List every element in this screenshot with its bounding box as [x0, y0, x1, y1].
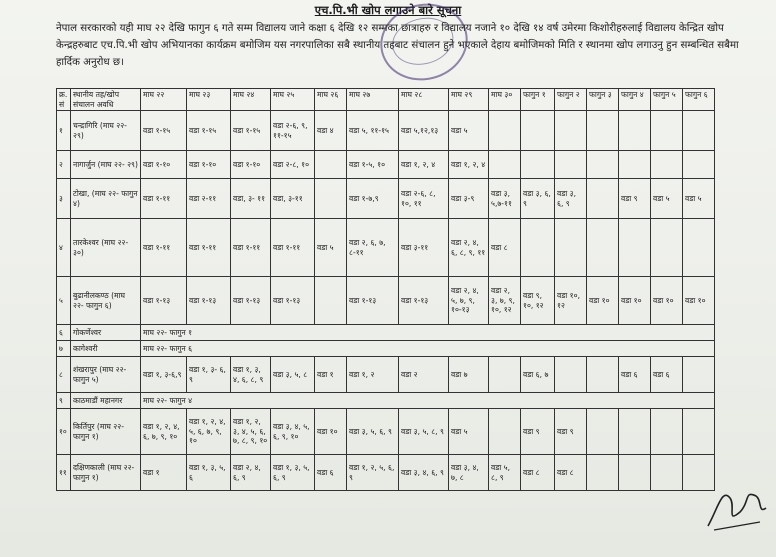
schedule-cell: वडा १ [315, 357, 347, 393]
schedule-cell: वडा ९ [555, 409, 587, 455]
schedule-cell [651, 409, 683, 455]
schedule-cell: वडा १० [587, 277, 619, 325]
schedule-cell: वडा १-११ [187, 219, 231, 277]
local-level-cell: शंखरापुर (माघ २२- फागुन ५) [71, 357, 141, 393]
schedule-cell [555, 357, 587, 393]
schedule-cell [315, 179, 347, 219]
header-cell: माघ २३ [187, 89, 231, 111]
schedule-cell: वडा ३, ६, ९ [521, 179, 555, 219]
schedule-cell: वडा ६ [651, 357, 683, 393]
schedule-cell: वडा १-११ [141, 219, 187, 277]
schedule-cell: वडा ४ [315, 111, 347, 151]
schedule-cell [651, 111, 683, 151]
schedule-cell: वडा १, ३- ६, ९ [187, 357, 231, 393]
schedule-cell [651, 455, 683, 491]
local-level-cell: काठमाडौं महानगर [71, 393, 141, 409]
schedule-cell [683, 357, 715, 393]
schedule-cell: वडा १-१३ [187, 277, 231, 325]
table-row [57, 455, 715, 491]
schedule-cell [555, 111, 587, 151]
serial-cell: १० [57, 409, 71, 455]
schedule-cell: वडा ५ [651, 179, 683, 219]
schedule-cell [651, 219, 683, 277]
schedule-cell: वडा ८ [521, 455, 555, 491]
table-row [57, 219, 715, 277]
schedule-cell [619, 455, 651, 491]
schedule-cell: वडा १, २, ३, ४, ५, ६, ७, ८, ९, १० [231, 409, 271, 455]
schedule-cell: वडा २, ३, ७, ९, १०, १२ [489, 277, 521, 325]
schedule-cell: वडा ३, ५, ८ [271, 357, 315, 393]
header-cell: माघ २५ [271, 89, 315, 111]
schedule-cell [587, 179, 619, 219]
table-row [57, 341, 715, 357]
schedule-cell [489, 111, 521, 151]
schedule-cell: वडा २-८, १० [271, 151, 315, 179]
table-row [57, 111, 715, 151]
schedule-cell: वडा ५ [449, 409, 489, 455]
local-level-cell: गोकर्णेश्वर [71, 325, 141, 341]
schedule-cell: वडा ५,१२,१३ [399, 111, 449, 151]
schedule-cell: वडा ५ [683, 179, 715, 219]
serial-cell: ५ [57, 277, 71, 325]
table-row [57, 357, 715, 393]
schedule-cell: वडा २-११ [187, 179, 231, 219]
schedule-cell [683, 151, 715, 179]
schedule-cell [587, 357, 619, 393]
schedule-cell: वडा १, ३-६,९ [141, 357, 187, 393]
schedule-cell [489, 357, 521, 393]
table-row [57, 393, 715, 409]
schedule-cell: वडा १-७,९ [347, 179, 399, 219]
schedule-cell: वडा १-११ [271, 219, 315, 277]
schedule-cell: वडा ३, ५, ८, ९ [399, 409, 449, 455]
schedule-cell: वडा १-१० [231, 151, 271, 179]
local-level-cell: चन्द्रागिरि (माघ २२- २९) [71, 111, 141, 151]
schedule-cell: वडा २ [399, 357, 449, 393]
schedule-cell: वडा १ [141, 455, 187, 491]
schedule-cell: वडा ५ [449, 111, 489, 151]
schedule-cell [555, 219, 587, 277]
local-level-cell: तारकेश्वर (माघ २२- ३०) [71, 219, 141, 277]
schedule-cell [683, 409, 715, 455]
schedule-cell: वडा ५, ११-१५ [347, 111, 399, 151]
schedule-cell: वडा १-१५ [187, 111, 231, 151]
schedule-cell: वडा १-१५ [141, 111, 187, 151]
schedule-cell: वडा १, २, ४, ५, ६, ७, ९, १० [187, 409, 231, 455]
schedule-cell [619, 219, 651, 277]
serial-cell: २ [57, 151, 71, 179]
local-level-cell: बुढानीलकण्ठ (माघ २२- फागुन ६) [71, 277, 141, 325]
schedule-cell: वडा ९ [619, 179, 651, 219]
schedule-cell: वडा ५ [315, 219, 347, 277]
header-cell: माघ २८ [399, 89, 449, 111]
period-cell: माघ २२- फागुन १ [141, 325, 715, 341]
schedule-cell: वडा १-१० [141, 151, 187, 179]
schedule-cell: वडा १-१५ [231, 111, 271, 151]
schedule-cell: वडा ३-९ [449, 179, 489, 219]
schedule-cell: वडा ७ [449, 357, 489, 393]
local-level-cell: टोखा, (माघ २२- फागुन ४) [71, 179, 141, 219]
schedule-cell: वडा ३, ४, ६, ९ [399, 455, 449, 491]
schedule-cell: वडा १०, १२ [555, 277, 587, 325]
header-cell: माघ २२ [141, 89, 187, 111]
schedule-cell [555, 151, 587, 179]
table-row [57, 325, 715, 341]
period-cell: माघ २२- फागुन ४ [141, 393, 715, 409]
table-row [57, 151, 715, 179]
table-row [57, 409, 715, 455]
schedule-cell [587, 219, 619, 277]
serial-cell: ७ [57, 341, 71, 357]
schedule-cell: वडा ३, ४, ७, ८ [449, 455, 489, 491]
schedule-cell: वडा २, ४, ६, ९ [231, 455, 271, 491]
local-level-cell: दक्षिणकाली (माघ २२- फागुन १) [71, 455, 141, 491]
schedule-cell: वडा २, ४, ६, ८, ९, ११ [449, 219, 489, 277]
schedule-cell: वडा १-१३ [141, 277, 187, 325]
schedule-cell: वडा ६ [619, 357, 651, 393]
schedule-cell: वडा ५, ८, ९ [489, 455, 521, 491]
schedule-cell: वडा ९, १०, १२ [521, 277, 555, 325]
schedule-cell: वडा २, ४, ५, ७, ९, १०-१३ [449, 277, 489, 325]
notice-title: एच.पि.भी खोप लगाउने बारे सूचना [314, 3, 462, 17]
schedule-cell [651, 151, 683, 179]
schedule-cell: वडा १-१३ [231, 277, 271, 325]
schedule-cell [489, 409, 521, 455]
notice-intro: नेपाल सरकारको यही माघ २२ देखि फागुन ६ गते सम्म विद्यालय जाने कक्षा ६ देखि १२ सम्मका छात्राहरु र विद्यालय नजाने १० देखि १४ वर्ष उमेरमा किशोरीहरुलाई विद्यालय केन्द्रित खोप केन्द्रहरुबाट एच.पि.भी खोप अभियानका कार्यक्रम बमोजिम यस नगरपालिका सबै स्थानीय तहबाट संचालन हुने भएकाले देहाय बमोजिमको मिति र स्थानमा खोप लगाउनु हुन सम्बन्धित सबैमा हार्दिक अनुरोध छ। [56, 23, 739, 68]
schedule-cell: वडा ३, ५, ६, ९ [347, 409, 399, 455]
schedule-cell: वडा १-१३ [399, 277, 449, 325]
schedule-cell: वडा ३, ५,७-११ [489, 179, 521, 219]
schedule-cell: वडा ६ [315, 455, 347, 491]
schedule-cell: वडा, ३- ११ [231, 179, 271, 219]
header-cell: फागुन ६ [683, 89, 715, 111]
serial-cell: ११ [57, 455, 71, 491]
table-row [57, 179, 715, 219]
schedule-cell: वडा ८ [489, 219, 521, 277]
serial-cell: ८ [57, 357, 71, 393]
header-cell: माघ २७ [347, 89, 399, 111]
schedule-cell: वडा १-११ [231, 219, 271, 277]
schedule-cell: वडा १० [315, 409, 347, 455]
serial-cell: ६ [57, 325, 71, 341]
header-cell: स्थानीय तह/खोप संचालन अवधि [71, 89, 141, 111]
schedule-cell [521, 219, 555, 277]
header-cell: माघ २९ [449, 89, 489, 111]
table-header-row [57, 89, 715, 111]
schedule-cell [587, 111, 619, 151]
local-level-cell: किर्तिपुर (माघ २२- फागुन १) [71, 409, 141, 455]
table-row [57, 277, 715, 325]
serial-cell: ४ [57, 219, 71, 277]
schedule-cell [521, 151, 555, 179]
schedule-cell: वडा ३, ४, ५, ६, ९, १० [271, 409, 315, 455]
schedule-cell [315, 151, 347, 179]
schedule-cell: वडा १-१३ [271, 277, 315, 325]
schedule-cell: वडा ९ [521, 409, 555, 455]
schedule-cell: वडा १, ३, ५, ६ [187, 455, 231, 491]
schedule-cell [315, 277, 347, 325]
schedule-cell [619, 151, 651, 179]
schedule-cell: वडा १० [683, 277, 715, 325]
schedule-cell: वडा १, २, ४ [449, 151, 489, 179]
schedule-cell [489, 151, 521, 179]
schedule-cell: वडा १, २, ५, ६, ९ [347, 455, 399, 491]
serial-cell: ९ [57, 393, 71, 409]
schedule-cell: वडा २, ६, ७, ८-११ [347, 219, 399, 277]
schedule-cell: वडा १, ३, ४, ६, ८, ९ [231, 357, 271, 393]
header-cell: फागुन ४ [619, 89, 651, 111]
serial-cell: ३ [57, 179, 71, 219]
header-cell: माघ २६ [315, 89, 347, 111]
schedule-cell [683, 111, 715, 151]
schedule-cell: वडा १० [619, 277, 651, 325]
serial-cell: १ [57, 111, 71, 151]
schedule-cell: वडा १-५, १० [347, 151, 399, 179]
schedule-cell [683, 219, 715, 277]
header-cell: क्र. सं [57, 89, 71, 111]
schedule-cell [587, 455, 619, 491]
header-cell: फागुन ३ [587, 89, 619, 111]
schedule-cell: वडा ८ [555, 455, 587, 491]
schedule-cell [619, 111, 651, 151]
local-level-cell: नागार्जुन (माघ २२- २९) [71, 151, 141, 179]
schedule-cell: वडा ३-११ [399, 219, 449, 277]
schedule-cell: वडा १० [651, 277, 683, 325]
header-cell: माघ ३० [489, 89, 521, 111]
local-level-cell: कागेश्वरी [71, 341, 141, 357]
schedule-cell: वडा ६, ७ [521, 357, 555, 393]
header-cell: फागुन १ [521, 89, 555, 111]
period-cell: माघ २२- फागुन ६ [141, 341, 715, 357]
schedule-cell: वडा १-१० [187, 151, 231, 179]
signature [700, 478, 770, 538]
schedule-cell: वडा १, ३, ५, ६, ९ [271, 455, 315, 491]
schedule-cell: वडा १, २, ४, ६, ७, ९, १० [141, 409, 187, 455]
schedule-cell: वडा २-६, ९, ११-१५ [271, 111, 315, 151]
schedule-cell [521, 111, 555, 151]
schedule-cell: वडा, ३-११ [271, 179, 315, 219]
header-cell: फागुन ५ [651, 89, 683, 111]
vaccination-schedule-table [56, 88, 715, 491]
schedule-cell: वडा १-११ [141, 179, 187, 219]
schedule-cell: वडा १, २, ४ [399, 151, 449, 179]
schedule-cell: वडा २-६, ८, १०, ११ [399, 179, 449, 219]
schedule-cell [619, 409, 651, 455]
schedule-cell [587, 151, 619, 179]
schedule-cell: वडा १, २ [347, 357, 399, 393]
header-cell: माघ २४ [231, 89, 271, 111]
schedule-cell [587, 409, 619, 455]
header-cell: फागुन २ [555, 89, 587, 111]
schedule-cell: वडा १-१३ [347, 277, 399, 325]
schedule-cell: वडा ३, ६, ९ [555, 179, 587, 219]
